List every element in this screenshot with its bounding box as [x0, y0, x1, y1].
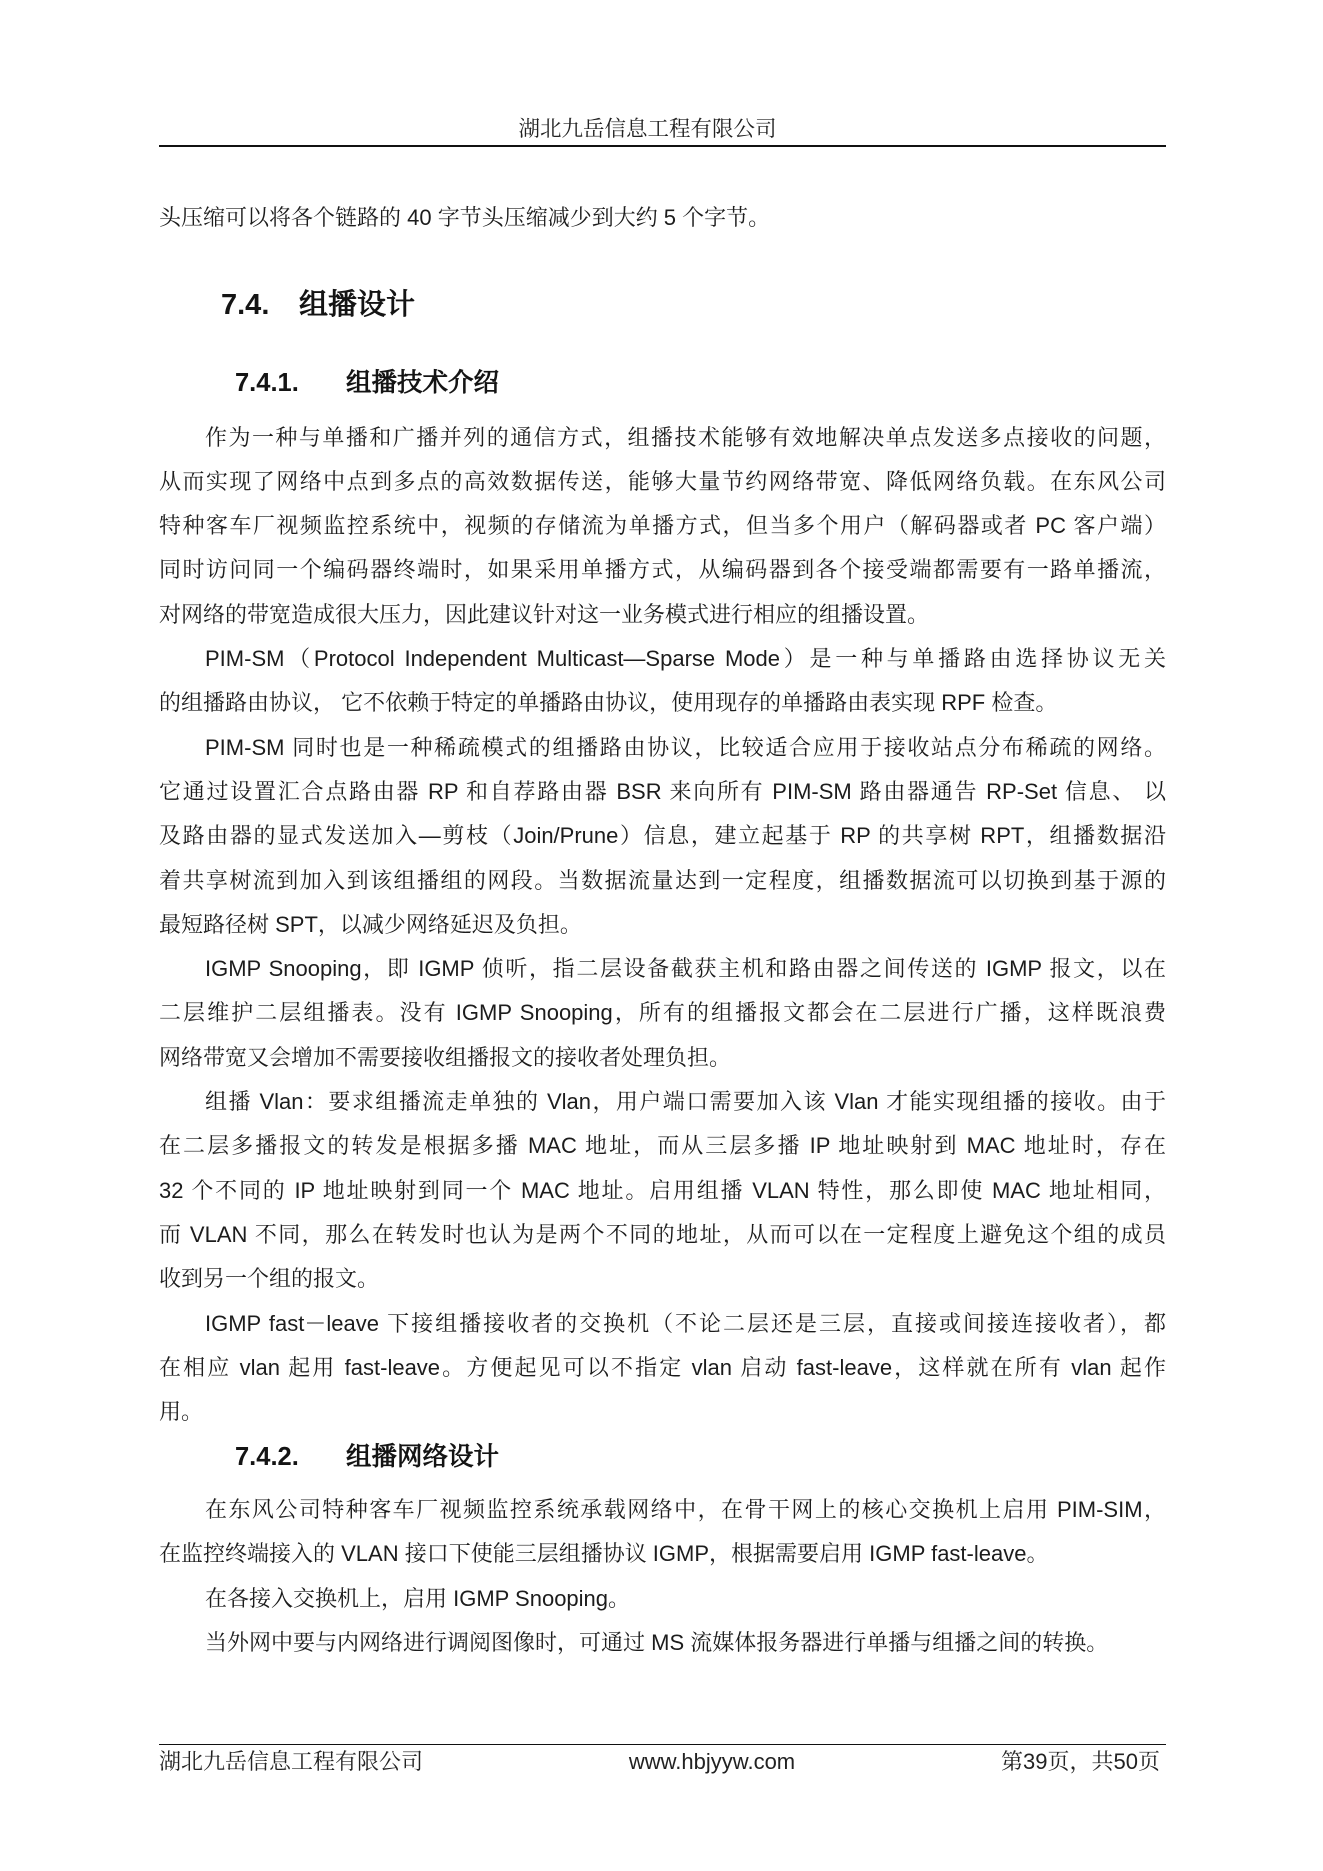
paragraph	[159, 947, 1166, 1080]
paragraph-line: 用。	[159, 1399, 204, 1425]
paragraph	[159, 1080, 1166, 1301]
intro-paragraph	[159, 196, 1166, 240]
paragraph-line: 二层维护二层组播表。没有 IGMP Snooping，所有的组播报文都会在二层进行广播，这样既浪费	[159, 1000, 1166, 1026]
subsection-title: 组播技术介绍	[346, 369, 500, 397]
subsection-heading	[0, 365, 1323, 401]
paragraph	[159, 1621, 1166, 1665]
paragraph-line: 及路由器的显式发送加入—剪枝（Join/Prune）信息，建立起基于 RP 的共享树 RPT，组播数据沿	[159, 823, 1166, 849]
subsection-body	[159, 1488, 1166, 1665]
header-rule	[159, 145, 1166, 147]
paragraph-line: 收到另一个组的报文。	[159, 1266, 380, 1292]
page-header-title: 湖北九岳信息工程有限公司	[518, 117, 777, 141]
page-footer	[0, 1748, 1323, 1776]
subsection-title: 组播网络设计	[346, 1442, 500, 1471]
footer-company: 湖北九岳信息工程有限公司	[159, 1749, 424, 1774]
paragraph-line: 在相应 vlan 起用 fast-leave。方便起见可以不指定 vlan 启动 fast-leave，这样就在所有 vlan 起作	[159, 1354, 1166, 1380]
section-number: 7.4.	[221, 289, 270, 321]
paragraph-line: PIM-SM 同时也是一种稀疏模式的组播路由协议，比较适合应用于接收站点分布稀疏的网络。	[205, 734, 1166, 760]
paragraph-line: PIM-SM（Protocol Independent Multicast—Sparse Mode）是一种与单播路由选择协议无关	[205, 646, 1166, 672]
subsection-number: 7.4.1.	[235, 369, 299, 397]
paragraph-line: 当外网中要与内网络进行调阅图像时，可通过 MS 流媒体报务器进行单播与组播之间的转换。	[205, 1630, 1109, 1656]
paragraph	[159, 416, 1166, 637]
paragraph-line: 作为一种与单播和广播并列的通信方式，组播技术能够有效地解决单点发送多点接收的问题，	[205, 424, 1166, 450]
paragraph	[159, 1577, 1166, 1621]
paragraph-line: 同时访问同一个编码器终端时，如果采用单播方式，从编码器到各个接受端都需要有一路单播流，	[159, 557, 1166, 583]
paragraph-line: 在各接入交换机上，启用 IGMP Snooping。	[205, 1585, 631, 1611]
paragraph-line: 而 VLAN 不同，那么在转发时也认为是两个不同的地址，从而可以在一定程度上避免这个组的成员	[159, 1221, 1166, 1247]
footer-rule	[159, 1744, 1166, 1745]
paragraph-line: 最短路径树 SPT，以减少网络延迟及负担。	[159, 911, 582, 937]
subsection-number: 7.4.2.	[235, 1442, 299, 1471]
paragraph-line: 32 个不同的 IP 地址映射到同一个 MAC 地址。启用组播 VLAN 特性，那么即使 MAC 地址相同，	[159, 1177, 1166, 1203]
footer-website: www.hbjyyw.com	[628, 1749, 796, 1774]
paragraph-line: IGMP fast－leave 下接组播接收者的交换机（不论二层还是三层，直接或间接连接收者），都	[205, 1310, 1166, 1336]
paragraph-line: 对网络的带宽造成很大压力，因此建议针对这一业务模式进行相应的组播设置。	[159, 601, 930, 627]
paragraph	[159, 726, 1166, 947]
section-heading	[0, 285, 1323, 325]
paragraph-line: 在二层多播报文的转发是根据多播 MAC 地址，而从三层多播 IP 地址映射到 MAC 地址时，存在	[159, 1133, 1166, 1159]
paragraph	[159, 1302, 1166, 1435]
paragraph-line: 网络带宽又会增加不需要接收组播报文的接收者处理负担。	[159, 1044, 732, 1070]
paragraph-line: 头压缩可以将各个链路的 40 字节头压缩减少到大约 5 个字节。	[159, 205, 771, 230]
paragraph-line: 特种客车厂视频监控系统中，视频的存储流为单播方式，但当多个用户（解码器或者 PC 客户端）	[159, 513, 1166, 539]
paragraph-line: 着共享树流到加入到该组播组的网段。当数据流量达到一定程度，组播数据流可以切换到基于源的	[159, 867, 1166, 893]
section-title: 组播设计	[299, 289, 416, 321]
paragraph-line: IGMP Snooping，即 IGMP 侦听，指二层设备截获主机和路由器之间传送的 IGMP 报文，以在	[205, 956, 1166, 982]
paragraph	[159, 637, 1166, 726]
paragraph-line: 在监控终端接入的 VLAN 接口下使能三层组播协议 IGMP，根据需要启用 IGMP fast-leave。	[159, 1541, 1049, 1567]
subsection-body	[159, 416, 1166, 1435]
paragraph-line: 它通过设置汇合点路由器 RP 和自荐路由器 BSR 来向所有 PIM-SM 路由器通告 RP-Set 信息、 以	[159, 778, 1166, 804]
paragraph-line: 在东风公司特种客车厂视频监控系统承载网络中，在骨干网上的核心交换机上启用 PIM-SIM，	[205, 1497, 1166, 1523]
footer-page-number: 第39页，共50页	[1001, 1749, 1160, 1774]
paragraph-line: 的组播路由协议， 它不依赖于特定的单播路由协议，使用现存的单播路由表实现 RPF 检查。	[159, 690, 1058, 716]
paragraph	[159, 1488, 1166, 1577]
paragraph-line: 从而实现了网络中点到多点的高效数据传送，能够大量节约网络带宽、降低网络负载。在东风公司	[159, 468, 1166, 494]
paragraph-line: 组播 Vlan：要求组播流走单独的 Vlan，用户端口需要加入该 Vlan 才能实现组播的接收。由于	[205, 1089, 1166, 1115]
subsection-heading	[0, 1439, 1323, 1475]
